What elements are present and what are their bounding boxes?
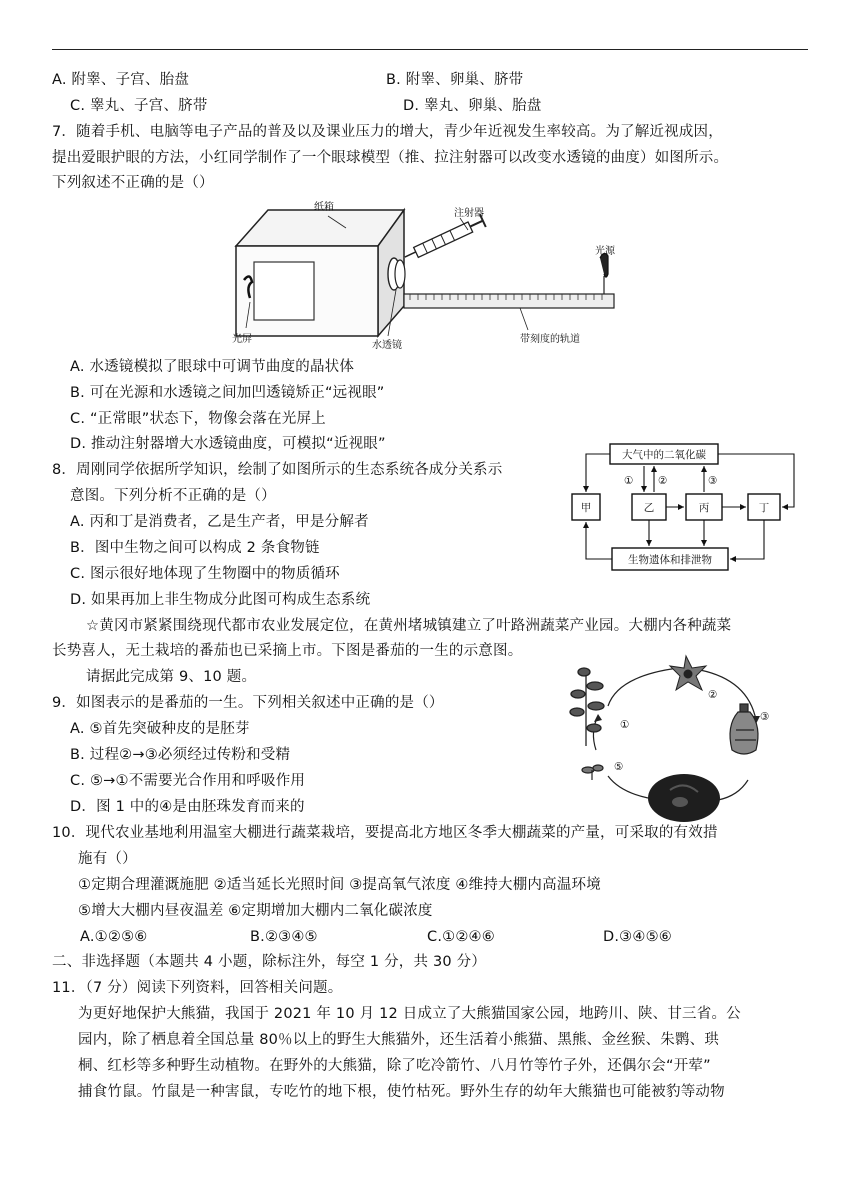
node-remains: 生物遗体和排泄物 xyxy=(628,554,712,566)
ecosystem-diagram xyxy=(566,438,804,578)
stage-2-label: ② xyxy=(708,689,718,701)
label-track: 带刻度的轨道 xyxy=(520,334,580,345)
q10-items-line-1: ①定期合理灌溉施肥 ②适当延长光照时间 ③提高氧气浓度 ④维持大棚内高温环境 xyxy=(78,877,601,893)
q7-stem-line-2: 提出爱眼护眼的方法，小红同学制作了一个眼球模型（推、拉注射器可以改变水透镜的曲度）如图所示。 xyxy=(52,150,729,166)
q11-passage-line-2: 园内，除了栖息着全国总量 80％以上的野生大熊猫外，还生活着小熊猫、黑熊、金丝猴、朱鹮、珙 xyxy=(78,1032,720,1048)
label-box: 纸箱 xyxy=(314,202,334,213)
q8-stem-line-2: 意图。下列分析不正确的是（） xyxy=(70,488,276,504)
q11-passage-line-4: 捕食竹鼠。竹鼠是一种害鼠，专吃竹的地下根，使竹枯死。野外生存的幼年大熊猫也可能被豹等动物 xyxy=(78,1084,725,1100)
node-jia: 甲 xyxy=(580,502,592,514)
arrow-num-3: ③ xyxy=(708,475,718,487)
node-ding: 丁 xyxy=(758,502,770,514)
q8-stem-line-1: 8．周刚同学依据所学知识，绘制了如图所示的生态系统各成分关系示 xyxy=(52,462,503,478)
q7-option-b: B. 可在光源和水透镜之间加凹透镜矫正“远视眼” xyxy=(70,385,385,401)
q7-stem-line-3: 下列叙述不正确的是（） xyxy=(52,175,214,191)
q8-option-c: C. 图示很好地体现了生物圈中的物质循环 xyxy=(70,566,340,582)
q9-stem: 9．如图表示的是番茄的一生。下列相关叙述中正确的是（） xyxy=(52,695,444,711)
intro-line-3: 请据此完成第 9、10 题。 xyxy=(86,669,257,685)
top-rule xyxy=(52,49,808,50)
q10-stem-line-1: 10．现代农业基地利用温室大棚进行蔬菜栽培，要提高北方地区冬季大棚蔬菜的产量，可采取的有效措 xyxy=(52,825,718,841)
q10-choice-c: C.①②④⑥ xyxy=(427,929,495,945)
label-syringe: 注射器 xyxy=(454,208,484,219)
stage-1-label: ① xyxy=(620,719,630,731)
label-screen: 光屏 xyxy=(232,334,252,345)
intro-line-1: ☆黄冈市紧紧围绕现代都市农业发展定位，在黄州堵城镇建立了叶路洲蔬菜产业园。大棚内各种蔬菜 xyxy=(86,618,732,634)
stage-5-label: ⑤ xyxy=(614,761,624,773)
q10-choice-d: D.③④⑤⑥ xyxy=(603,929,672,945)
node-bing: 丙 xyxy=(698,502,710,514)
arrow-num-1: ① xyxy=(624,475,634,487)
arrow-num-2: ② xyxy=(658,475,668,487)
q6-option-a: A. 附睾、子宫、胎盘 xyxy=(52,72,190,88)
q6-option-c: C. 睾丸、子宫、脐带 xyxy=(70,98,208,114)
q8-option-d: D. 如果再加上非生物成分此图可构成生态系统 xyxy=(70,592,371,608)
q10-choice-a: A.①②⑤⑥ xyxy=(80,929,148,945)
q6-option-b: B. 附睾、卵巢、脐带 xyxy=(386,72,524,88)
intro-line-2: 长势喜人，无土栽培的番茄也已采摘上市。下图是番茄的一生的示意图。 xyxy=(52,643,523,659)
q10-choice-b: B.②③④⑤ xyxy=(250,929,318,945)
q11-passage-line-3: 桐、红杉等多种野生动植物。在野外的大熊猫，除了吃冷箭竹、八月竹等竹子外，还偶尔会“开荤” xyxy=(78,1058,711,1074)
q8-option-a: A. 丙和丁是消费者，乙是生产者，甲是分解者 xyxy=(70,514,369,530)
q9-option-b: B. 过程②→③必须经过传粉和受精 xyxy=(70,747,291,763)
q10-stem-line-2: 施有（） xyxy=(78,851,137,867)
node-co2: 大气中的二氧化碳 xyxy=(622,449,706,461)
q11-passage-line-1: 为更好地保护大熊猫，我国于 2021 年 10 月 12 日成立了大熊猫国家公园，地跨川、陕、甘三省。公 xyxy=(78,1006,741,1022)
tomato-lifecycle-figure xyxy=(568,646,788,822)
q8-option-b: B．图中生物之间可以构成 2 条食物链 xyxy=(70,540,320,556)
q7-option-c: C. “正常眼”状态下，物像会落在光屏上 xyxy=(70,411,326,427)
q9-option-d: D．图 1 中的④是由胚珠发育而来的 xyxy=(70,799,305,815)
q6-option-d: D. 睾丸、卵巢、胎盘 xyxy=(403,98,542,114)
node-yi: 乙 xyxy=(643,502,655,514)
q10-items-line-2: ⑤增大大棚内昼夜温差 ⑥定期增加大棚内二氧化碳浓度 xyxy=(78,903,433,919)
section-2-heading: 二、非选择题（本题共 4 小题，除标注外，每空 1 分，共 30 分） xyxy=(52,954,487,970)
label-light-source: 光源 xyxy=(595,246,615,257)
q11-stem: 11．（7 分）阅读下列资料，回答相关问题。 xyxy=(52,980,343,996)
q7-stem-line-1: 7．随着手机、电脑等电子产品的普及以及课业压力的增大，青少年近视发生率较高。为了解近视成因， xyxy=(52,124,723,140)
eye-model-figure xyxy=(228,196,628,352)
q9-option-c: C. ⑤→①不需要光合作用和呼吸作用 xyxy=(70,773,306,789)
q7-option-a: A. 水透镜模拟了眼球中可调节曲度的晶状体 xyxy=(70,359,355,375)
label-water-lens: 水透镜 xyxy=(372,340,402,351)
q7-option-d: D. 推动注射器增大水透镜曲度，可模拟“近视眼” xyxy=(70,436,386,452)
q9-option-a: A. ⑤首先突破种皮的是胚芽 xyxy=(70,721,250,737)
stage-3-label: ③ xyxy=(760,711,770,723)
